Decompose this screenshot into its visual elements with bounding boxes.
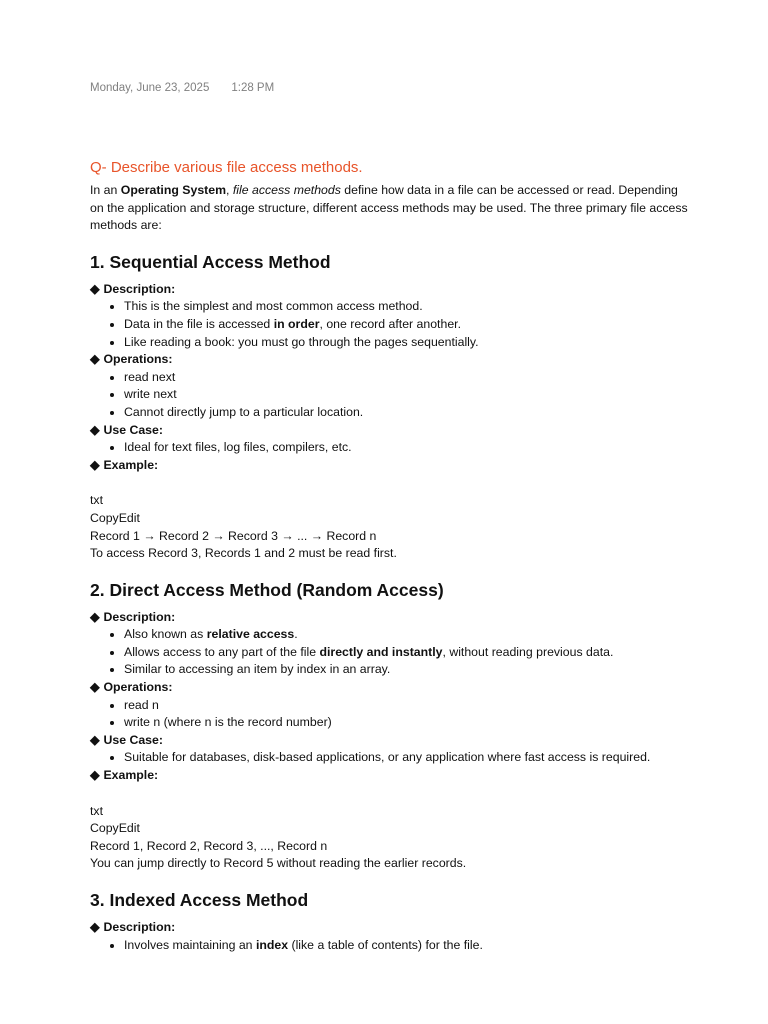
- copy-edit-button[interactable]: CopyEdit: [90, 510, 140, 525]
- diamond-icon: ◆: [90, 732, 100, 747]
- subheading-label: Example:: [103, 457, 159, 472]
- list-item: • read next: [124, 369, 690, 387]
- list-item: • Ideal for text files, log files, compilers, etc.: [124, 439, 690, 457]
- diamond-icon: ◆: [90, 281, 100, 296]
- example-block: [90, 803, 690, 873]
- question-heading: Q- Describe various file access methods.: [90, 159, 363, 176]
- item-text: Data in the file is accessed: [124, 316, 274, 331]
- subheading-label: Use Case:: [103, 732, 163, 747]
- diamond-icon: ◆: [90, 352, 100, 367]
- example-block: [90, 492, 690, 562]
- list-item: • write n (where n is the record number): [124, 714, 690, 732]
- list-item: • Similar to accessing an item by index in an array.: [124, 661, 690, 679]
- operations-list: [90, 369, 690, 422]
- use-case-list: [90, 749, 690, 767]
- item-text: Involves maintaining an: [124, 937, 256, 952]
- example-note: To access Record 3, Records 1 and 2 must be read first.: [90, 546, 397, 561]
- subheading-label: Operations:: [103, 680, 173, 695]
- description-list: [90, 626, 690, 679]
- subheading-label: Use Case:: [103, 422, 163, 437]
- example-code: Record 1, Record 2, Record 3, ..., Record n: [90, 838, 328, 853]
- subheading-label: Description:: [103, 920, 176, 934]
- intro-text: In an: [90, 183, 121, 197]
- subheading-operations: [90, 679, 690, 697]
- item-bold: index: [255, 937, 289, 952]
- subheading-description: [90, 919, 690, 937]
- subheading-description: [90, 609, 690, 627]
- use-case-list: [90, 439, 690, 457]
- subheading-use-case: [90, 422, 690, 440]
- subheading-description: [90, 281, 690, 299]
- intro-italic: file access methods: [232, 183, 341, 197]
- list-item: [124, 644, 690, 662]
- item-text: .: [294, 627, 298, 642]
- item-text: , without reading previous data.: [442, 644, 614, 659]
- diamond-icon: ◆: [90, 920, 100, 934]
- note-date: Monday, June 23, 2025: [90, 82, 210, 94]
- list-item: • Suitable for databases, disk-based applications, or any application where fast access is required.: [124, 749, 690, 767]
- intro-paragraph: [90, 182, 690, 235]
- diamond-icon: ◆: [90, 422, 100, 437]
- example-code: Record 1 → Record 2 → Record 3 → ... → Record n: [90, 528, 377, 543]
- item-bold: relative access: [206, 627, 295, 642]
- list-item: [124, 316, 690, 334]
- subheading-label: Description:: [103, 609, 176, 624]
- intro-bold: Operating System: [120, 183, 227, 197]
- subheading-label: Description:: [103, 281, 176, 296]
- list-item: [124, 626, 690, 644]
- code-language: txt: [90, 493, 103, 508]
- note-timestamp: [90, 82, 274, 94]
- example-note: You can jump directly to Record 5 without reading the earlier records.: [90, 856, 467, 871]
- document-content: [90, 158, 690, 954]
- diamond-icon: ◆: [90, 457, 100, 472]
- description-list: [90, 937, 690, 955]
- list-item: • write next: [124, 386, 690, 404]
- subheading-label: Operations:: [103, 352, 173, 367]
- item-text: Allows access to any part of the file: [124, 644, 320, 659]
- section-heading-direct: 2. Direct Access Method (Random Access): [90, 579, 444, 600]
- list-item: • Cannot directly jump to a particular location.: [124, 404, 690, 422]
- list-item: • Like reading a book: you must go through the pages sequentially.: [124, 334, 690, 352]
- item-bold: in order: [273, 316, 320, 331]
- operations-list: [90, 697, 690, 732]
- diamond-icon: ◆: [90, 680, 100, 695]
- item-bold: directly and instantly: [319, 644, 443, 659]
- code-language: txt: [90, 803, 103, 818]
- list-item: • This is the simplest and most common access method.: [124, 298, 690, 316]
- subheading-use-case: [90, 732, 690, 750]
- subheading-operations: [90, 351, 690, 369]
- subheading-label: Example:: [103, 768, 159, 783]
- subheading-example: [90, 767, 690, 785]
- list-item: • read n: [124, 697, 690, 715]
- intro-text: ,: [226, 183, 233, 197]
- item-text: Also known as: [124, 627, 207, 642]
- diamond-icon: ◆: [90, 768, 100, 783]
- intro-text: define how data in a file can be accessed or read. Depending on the application and storage structure, different access methods may be used. The three primary file access methods are:: [90, 183, 688, 233]
- section-heading-sequential: 1. Sequential Access Method: [90, 251, 331, 272]
- list-item: [124, 937, 690, 955]
- item-text: (like a table of contents) for the file.: [288, 937, 483, 952]
- copy-edit-button[interactable]: CopyEdit: [90, 821, 140, 836]
- subheading-example: [90, 457, 690, 475]
- section-heading-indexed: 3. Indexed Access Method: [90, 890, 309, 910]
- description-list: [90, 298, 690, 351]
- item-text: , one record after another.: [319, 316, 461, 331]
- note-time: 1:28 PM: [231, 82, 275, 94]
- diamond-icon: ◆: [90, 609, 100, 624]
